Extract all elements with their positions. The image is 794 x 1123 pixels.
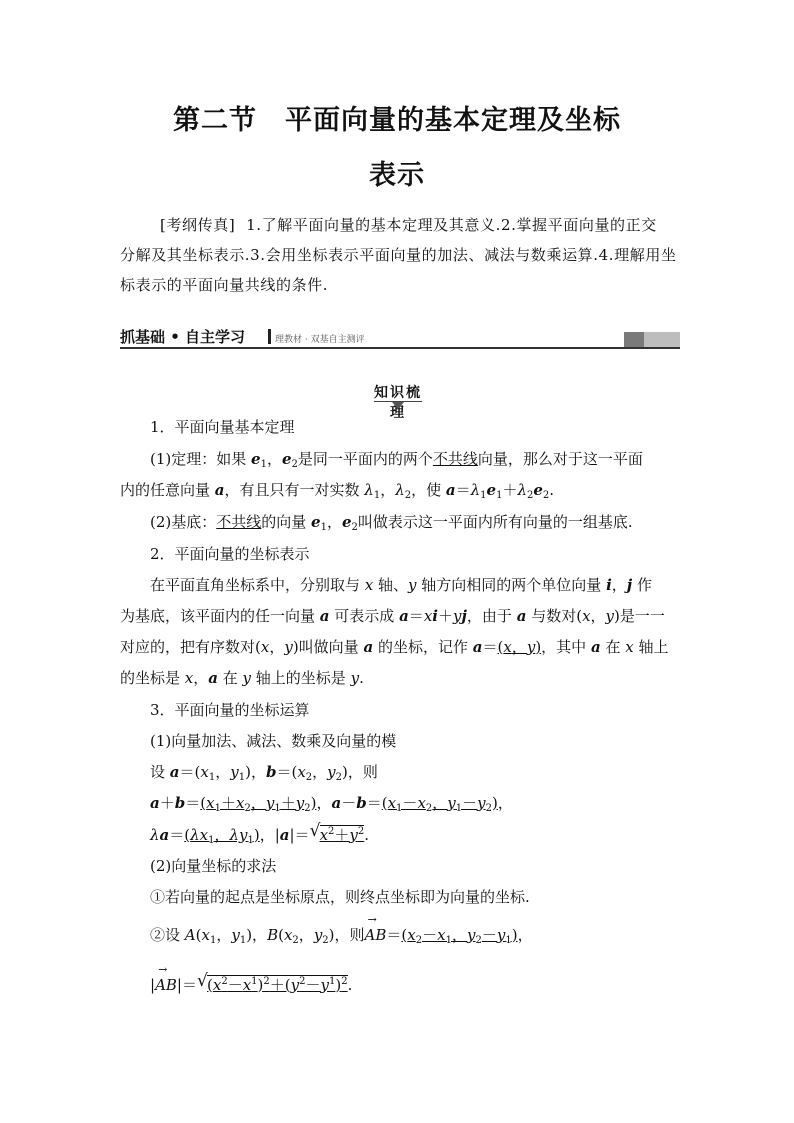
para-3-line-2: 为基底，该平面内的任一向量 a 可表示成 a＝xi＋yj，由于 a 与数对(x，y)是一一 [120, 607, 665, 625]
para-1-line-2: 内的任意向量 a，有且只有一对实数 $\lambda_1$，$\lambda_2$，使 $a=\lambda_1e_1+\lambda_2e_2$. [120, 481, 555, 501]
rule-2-magnitude: | → AB|＝ √ $(x^2-x^1)^2+(y^2-y^1)^2$. [150, 963, 353, 994]
rule-2: ②设 $A(x_1$，$y_1$)，$B(x_2$，$y_2$)，则 → $AB=(x_2-x_1$，$y_2-y_1$)， [150, 913, 533, 946]
sub-heading-2: (2)向量坐标的求法 [150, 857, 277, 875]
band-label: 抓基础 • 自主学习 [120, 328, 246, 346]
knowledge-section-heading [374, 382, 422, 421]
formula-line-3: $\lambda a=(\lambda x_1$，$\lambda y_1$)，|a|＝ √ $x^2+y^2$. [150, 821, 370, 846]
band-dark-block [624, 332, 644, 347]
para-2: (2)基底：不共线的向量 $e_1$，$e_2$叫做表示这一平面内所有向量的一组基底. [150, 513, 633, 533]
band-light-block [644, 332, 680, 347]
syllabus-line-2: 分解及其坐标表示.3.会用坐标表示平面向量的加法、减法与数乘运算.4.理解用坐 [120, 246, 677, 264]
title-section-number: 第二节 [173, 105, 257, 136]
band-rule [120, 347, 680, 349]
title-main: 平面向量的基本定理及坐标 [285, 105, 621, 136]
band-sublabel: 理教材 · 双基自主测评 [275, 335, 365, 345]
syllabus-line-1: [考纲传真] 1.了解平面向量的基本定理及其意义.2.掌握平面向量的正交 [160, 216, 657, 234]
para-3-line-1: 在平面直角坐标系中，分别取与 x 轴、y 轴方向相同的两个单位向量 i，j 作 [150, 576, 652, 594]
para-3-line-3: 对应的，把有序数对(x，y)叫做向量 a 的坐标，记作 a＝(x，y)，其中 a 在 x 轴上 [120, 638, 669, 656]
para-3-line-4: 的坐标是 x，a 在 y 轴上的坐标是 y. [120, 669, 364, 687]
syllabus-label: [考纲传真] [160, 216, 236, 234]
triangle-down-icon [392, 402, 404, 409]
page-title [0, 98, 794, 137]
syllabus-block [120, 210, 680, 300]
heading-1: 1．平面向量基本定理 [150, 418, 295, 436]
band-separator [268, 329, 271, 344]
rule-1: ①若向量的起点是坐标原点，则终点坐标即为向量的坐标. [150, 888, 530, 906]
heading-2: 2．平面向量的坐标表示 [150, 545, 310, 563]
section-band [120, 326, 680, 350]
formula-line-1: 设 $a=(x_1$，$y_1$)，$b=(x_2$，$y_2$)，则 [150, 763, 378, 783]
section-heading-text: 知识梳理 [374, 385, 422, 421]
heading-3: 3．平面向量的坐标运算 [150, 701, 310, 719]
page-title-line2: 表示 [369, 160, 425, 191]
para-1-line-1: (1)定理：如果 $e_1$，$e_2$是同一平面内的两个不共线向量，那么对于这一平面 [150, 450, 643, 470]
sub-heading-1: (1)向量加法、减法、数乘及向量的模 [150, 732, 397, 750]
formula-line-2: $a+b=(x_1+x_2$，$y_1+y_2$)，$a-b=(x_1-x_2$，$y_1-y_2$)， [150, 794, 513, 814]
syllabus-line-3: 标表示的平面向量共线的条件. [120, 276, 329, 294]
